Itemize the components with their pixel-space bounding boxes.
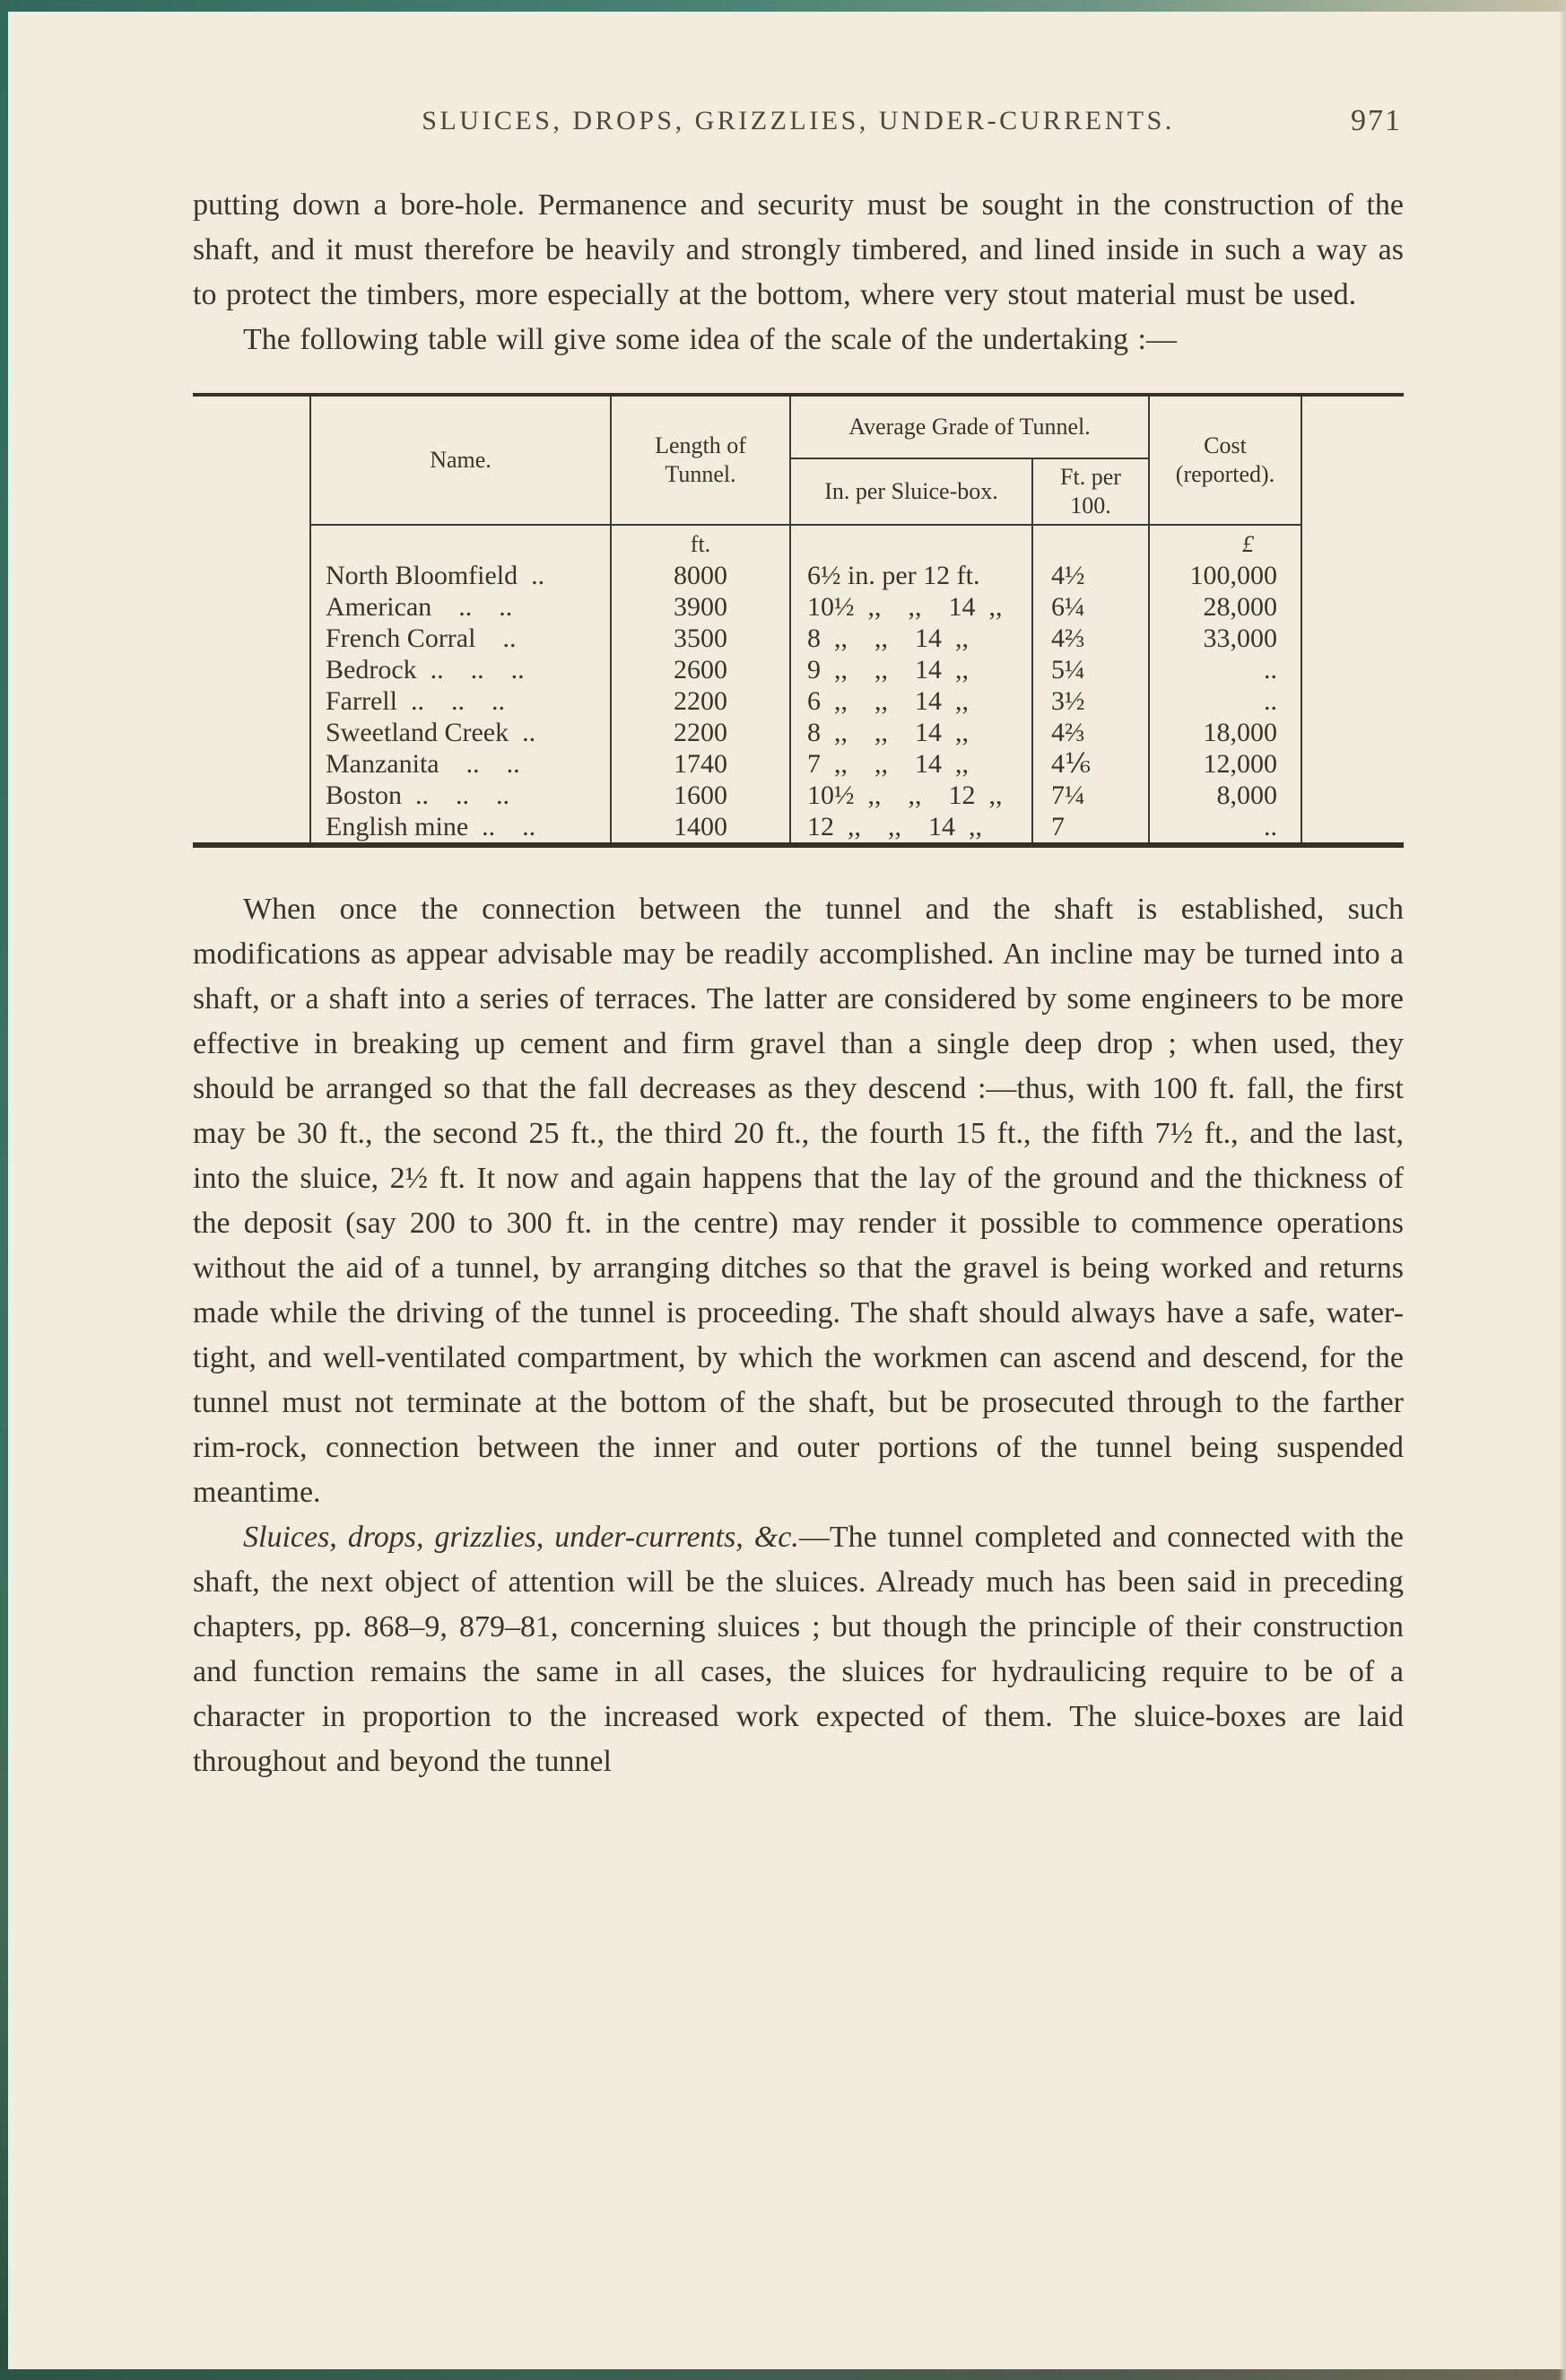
col-header-name: Name. bbox=[310, 397, 611, 525]
table-body bbox=[310, 525, 1301, 842]
paragraph-2: The following table will give some idea of the scale of the undertaking :— bbox=[243, 323, 1177, 356]
book-edge-top bbox=[0, 0, 1566, 12]
cell-unit-empty bbox=[790, 525, 1032, 560]
cell-grade-ft: 3½ bbox=[1032, 685, 1149, 717]
cell-cost: .. bbox=[1149, 685, 1301, 717]
col-header-cost-line1: Cost bbox=[1204, 432, 1247, 458]
cell-grade-ft: 4⅙ bbox=[1032, 748, 1149, 780]
table-row bbox=[310, 811, 1301, 842]
running-head bbox=[193, 106, 1404, 145]
table-row bbox=[310, 623, 1301, 654]
cell-name: American .. .. bbox=[310, 591, 611, 623]
cell-cost: 18,000 bbox=[1149, 717, 1301, 748]
cell-grade-ft: 4⅔ bbox=[1032, 623, 1149, 654]
col-header-grade-ft: Ft. per 100. bbox=[1032, 458, 1149, 525]
table-unit-row bbox=[310, 525, 1301, 560]
cell-unit-empty bbox=[1032, 525, 1149, 560]
cell-grade-ft: 5¼ bbox=[1032, 654, 1149, 685]
cell-unit-empty bbox=[310, 525, 611, 560]
book-edge-right bbox=[1559, 0, 1566, 2380]
cell-cost: 8,000 bbox=[1149, 780, 1301, 811]
cell-grade-ft: 6¼ bbox=[1032, 591, 1149, 623]
col-header-grade: Average Grade of Tunnel. bbox=[790, 397, 1149, 458]
cell-length: 3500 bbox=[611, 623, 790, 654]
table-row bbox=[310, 685, 1301, 717]
cell-name: English mine .. .. bbox=[310, 811, 611, 842]
cell-grade-ft: 4⅔ bbox=[1032, 717, 1149, 748]
cell-unit-length: ft. bbox=[611, 525, 790, 560]
cell-cost: .. bbox=[1149, 654, 1301, 685]
cell-grade-in: 10½ ,, ,, 14 ,, bbox=[790, 591, 1032, 623]
cell-cost: 28,000 bbox=[1149, 591, 1301, 623]
paragraph-4-rest: —The tunnel completed and connected with the shaft, the next object of attention will be the sluices. Already much has been said in preceding chapters, pp. 868–9, 879–81, concerning sluices ; but though the principle of their construction and function remains the same in all cases, the sluices for hydraulicing require to be of a character in proportion to the increased work expected of them. The sluice-boxes are laid throughout and beyond the tunnel bbox=[193, 1521, 1404, 1778]
table-row bbox=[310, 780, 1301, 811]
cell-length: 2600 bbox=[611, 654, 790, 685]
cell-name: Bedrock .. .. .. bbox=[310, 654, 611, 685]
cell-grade-in: 6½ in. per 12 ft. bbox=[790, 560, 1032, 591]
paragraph-4 bbox=[193, 1515, 1404, 1784]
cell-length: 2200 bbox=[611, 717, 790, 748]
cell-grade-in: 6 ,, ,, 14 ,, bbox=[790, 685, 1032, 717]
cell-name: Sweetland Creek .. bbox=[310, 717, 611, 748]
tunnel-grade-table bbox=[309, 397, 1302, 842]
paragraph-4-italic-lead: Sluices, drops, grizzlies, under-currents, &c. bbox=[243, 1521, 799, 1554]
cell-length: 1400 bbox=[611, 811, 790, 842]
cell-length: 8000 bbox=[611, 560, 790, 591]
paragraph-3: When once the connection between the tunnel and the shaft is established, such modifications as appear advisable may be readily accomplished. An incline may be turned into a shaft, or a shaft into a series of terraces. The latter are considered by some engineers to be more effective in breaking up cement and firm gravel than a single deep drop ; when used, they should be arranged so that the fall decreases as they descend :—thus, with 100 ft. fall, the first may be 30 ft., the second 25 ft., the third 20 ft., the fourth 15 ft., the fifth 7½ ft., and the last, into the sluice, 2½ ft. It now and again happens that the lay of the ground and the thickness of the deposit (say 200 to 300 ft. in the centre) may render it possible to commence operations without the aid of a tunnel, by arranging ditches so that the gravel is being worked and returns made while the driving of the tunnel is proceeding. The shaft should always have a safe, water-tight, and well-ventilated compartment, by which the workmen can ascend and descend, for the tunnel must not terminate at the bottom of the shaft, but be prosecuted through to the farther rim-rock, connection between the inner and outer portions of the tunnel being suspended meantime. bbox=[193, 893, 1404, 1509]
page-number: 971 bbox=[1351, 104, 1402, 137]
cell-cost: 12,000 bbox=[1149, 748, 1301, 780]
table-row bbox=[310, 717, 1301, 748]
cell-grade-in: 9 ,, ,, 14 ,, bbox=[790, 654, 1032, 685]
cell-grade-ft: 7¼ bbox=[1032, 780, 1149, 811]
paragraph-1: putting down a bore-hole. Permanence and security must be sought in the construction of the shaft, and it must therefore be heavily and strongly timbered, and lined inside in such a way as to protect the timbers, more especially at the bottom, where very stout material must be used. bbox=[193, 188, 1404, 311]
table-row bbox=[310, 560, 1301, 591]
cell-name: Farrell .. .. .. bbox=[310, 685, 611, 717]
cell-name: Boston .. .. .. bbox=[310, 780, 611, 811]
cell-grade-ft: 7 bbox=[1032, 811, 1149, 842]
cell-name: Manzanita .. .. bbox=[310, 748, 611, 780]
cell-grade-in: 10½ ,, ,, 12 ,, bbox=[790, 780, 1032, 811]
cell-grade-in: 12 ,, ,, 14 ,, bbox=[790, 811, 1032, 842]
cell-grade-in: 7 ,, ,, 14 ,, bbox=[790, 748, 1032, 780]
page-title: SLUICES, DROPS, GRIZZLIES, UNDER-CURRENTS. bbox=[422, 106, 1175, 135]
cell-grade-in: 8 ,, ,, 14 ,, bbox=[790, 623, 1032, 654]
table-header-row-main bbox=[310, 397, 1301, 458]
cell-length: 1600 bbox=[611, 780, 790, 811]
table-row bbox=[310, 654, 1301, 685]
table-row bbox=[310, 748, 1301, 780]
col-header-grade-in: In. per Sluice-box. bbox=[790, 458, 1032, 525]
cell-name: French Corral .. bbox=[310, 623, 611, 654]
cell-length: 3900 bbox=[611, 591, 790, 623]
cell-cost: .. bbox=[1149, 811, 1301, 842]
cell-length: 2200 bbox=[611, 685, 790, 717]
cell-unit-cost: £ bbox=[1149, 525, 1301, 560]
cell-length: 1740 bbox=[611, 748, 790, 780]
col-header-length: Length of Tunnel. bbox=[611, 397, 790, 525]
book-edge-bottom bbox=[0, 2369, 1566, 2380]
cell-grade-in: 8 ,, ,, 14 ,, bbox=[790, 717, 1032, 748]
table-row bbox=[310, 591, 1301, 623]
cell-cost: 33,000 bbox=[1149, 623, 1301, 654]
book-edge-left bbox=[0, 0, 8, 2380]
cell-cost: 100,000 bbox=[1149, 560, 1301, 591]
col-header-cost-line2: (reported). bbox=[1175, 461, 1275, 487]
table-header bbox=[310, 397, 1301, 525]
cell-name: North Bloomfield .. bbox=[310, 560, 611, 591]
tunnel-table-block bbox=[193, 393, 1404, 848]
cell-grade-ft: 4½ bbox=[1032, 560, 1149, 591]
text-column bbox=[193, 183, 1404, 1784]
col-header-cost bbox=[1149, 397, 1301, 525]
